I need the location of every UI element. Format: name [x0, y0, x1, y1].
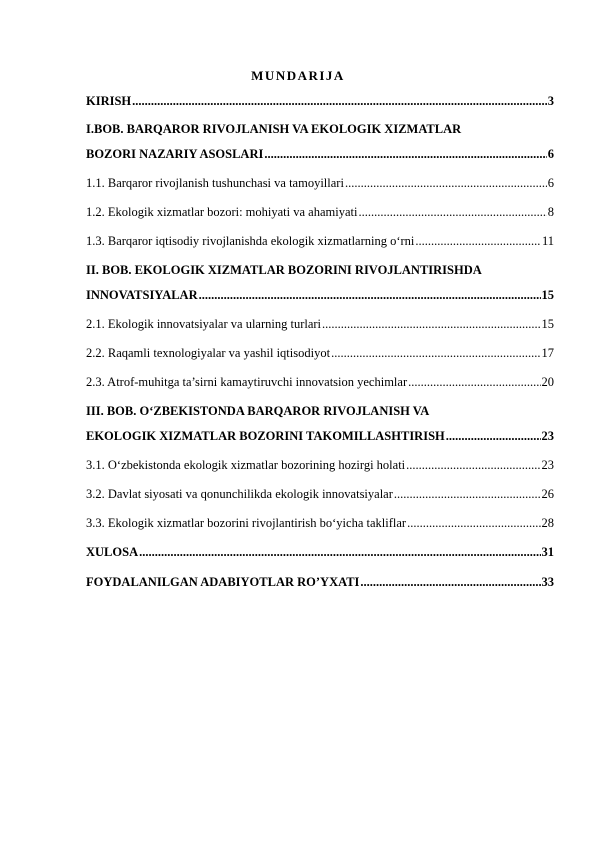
toc-entry-label: 1.2. Ekologik xizmatlar bozori: mohiyati va ahamiyati [86, 205, 358, 219]
dot-leader [415, 234, 541, 249]
toc-entry-label: 1.3. Barqaror iqtisodiy rivojlanishda ekologik xizmatlarning o‘rni [86, 234, 415, 248]
toc-entry-label: 2.2. Raqamli texnologiyalar va yashil iqtisodiyot [86, 346, 331, 360]
toc-entry-chapter-3[interactable] [86, 429, 554, 444]
dot-leader [406, 458, 540, 473]
toc-page-number: 15 [541, 288, 554, 302]
toc-chapter-heading: III. BOB. O‘ZBEKISTONDA BARQAROR RIVOJLANISH VA [86, 404, 430, 418]
toc-page-number: 3 [547, 94, 554, 108]
toc-entry-xulosa[interactable] [86, 545, 554, 560]
toc-entry-label: XULOSA [86, 545, 139, 559]
toc-chapter-heading: I.BOB. BARQAROR RIVOJLANISH VA EKOLOGIK XIZMATLAR [86, 122, 462, 136]
toc-page-number: 23 [541, 429, 554, 443]
toc-entry-2-2[interactable] [86, 346, 554, 361]
toc-entry-label: 3.3. Ekologik xizmatlar bozorini rivojlantirish bo‘yicha takliflar [86, 516, 407, 530]
toc-entry-chapter-2[interactable] [86, 288, 554, 303]
page-title: MUNDARIJA [251, 68, 345, 83]
toc-page-number: 31 [541, 545, 554, 559]
toc-entry-label: 2.3. Atrof-muhitga ta’sirni kamaytiruvchi innovatsion yechimlar [86, 375, 408, 389]
toc-page-number: 33 [541, 575, 554, 589]
dot-leader [264, 147, 546, 162]
toc-page-number: 8 [547, 205, 554, 219]
toc-entry-kirish[interactable] [86, 94, 554, 109]
toc-entry-label: 3.2. Davlat siyosati va qonunchilikda ekologik innovatsiyalar [86, 487, 393, 501]
toc-entry-label: 3.1. O‘zbekistonda ekologik xizmatlar bozorining hozirgi holati [86, 458, 406, 472]
dot-leader [446, 429, 541, 444]
toc-page-number: 6 [547, 176, 554, 190]
toc-entry-label: KIRISH [86, 94, 132, 108]
dot-leader [331, 346, 540, 361]
dot-leader [139, 545, 540, 560]
dot-leader [358, 205, 546, 220]
dot-leader [360, 575, 540, 590]
dot-leader [199, 288, 541, 303]
toc-entry-label: 1.1. Barqaror rivojlanish tushunchasi va tamoyillari [86, 176, 344, 190]
toc-entry-3-2[interactable] [86, 487, 554, 502]
toc-entry-label: BOZORI NAZARIY ASOSLARI [86, 147, 264, 161]
toc-page-number: 28 [541, 516, 554, 530]
toc-entry-2-3[interactable] [86, 375, 554, 390]
toc-page-number: 20 [541, 375, 554, 389]
dot-leader [407, 516, 540, 531]
dot-leader [132, 94, 547, 109]
toc-page-number: 23 [541, 458, 554, 472]
toc-page-number: 15 [541, 317, 554, 331]
toc-entry-1-1[interactable] [86, 176, 554, 191]
dot-leader [345, 176, 547, 191]
toc-page-number: 6 [547, 147, 554, 161]
toc-chapter-heading: II. BOB. EKOLOGIK XIZMATLAR BOZORINI RIVOJLANTIRISHDA [86, 263, 482, 277]
toc-page-number: 26 [541, 487, 554, 501]
toc-entry-1-2[interactable] [86, 205, 554, 220]
toc-entry-1-3[interactable] [86, 234, 554, 249]
toc-entry-2-1[interactable] [86, 317, 554, 332]
toc-page-number: 17 [541, 346, 554, 360]
toc-entry-label: EKOLOGIK XIZMATLAR BOZORINI TAKOMILLASHTIRISH [86, 429, 445, 443]
dot-leader [322, 317, 540, 332]
toc-entry-3-3[interactable] [86, 516, 554, 531]
dot-leader [408, 375, 540, 390]
toc-entry-chapter-1[interactable] [86, 147, 554, 162]
toc-entry-label: FOYDALANILGAN ADABIYOTLAR RO’YXATI [86, 575, 360, 589]
toc-entry-references[interactable] [86, 575, 554, 590]
toc-page-number: 11 [541, 234, 554, 248]
toc-entry-label: 2.1. Ekologik innovatsiyalar va ularning turlari [86, 317, 322, 331]
toc-entry-3-1[interactable] [86, 458, 554, 473]
toc-entry-label: INNOVATSIYALAR [86, 288, 198, 302]
dot-leader [394, 487, 541, 502]
